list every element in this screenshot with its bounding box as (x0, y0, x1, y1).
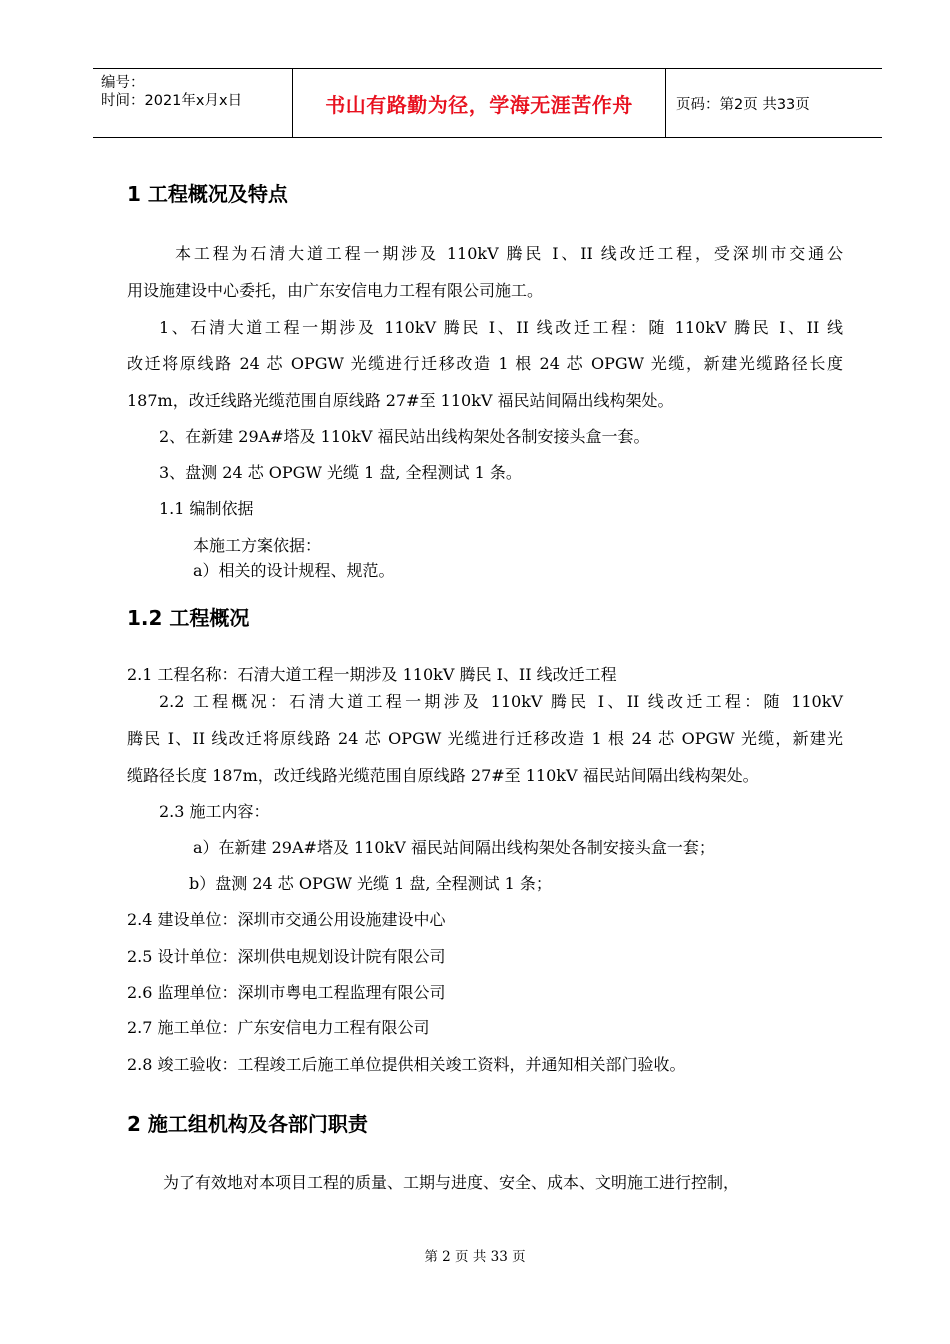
paragraph-4: 3、盘测 24 芯 OPGW 光缆 1 盘, 全程测试 1 条。 (159, 463, 522, 482)
paragraph-2-line-2: 改迁将原线路 24 芯 OPGW 光缆进行迁移改造 1 根 24 芯 OPGW 光缆，新建光缆路径长度 (127, 354, 843, 373)
header-info-cell (93, 69, 293, 137)
item-2-3-a: a）在新建 29A#塔及 110kV 福民站间隔出线构架处各制安接头盒一套； (193, 838, 715, 857)
item-2-3: 2.3 施工内容： (159, 802, 270, 821)
section-2-title: 2 施工组机构及各部门职责 (127, 1112, 368, 1136)
header-page-cell (666, 69, 882, 137)
section-1-title: 1 工程概况及特点 (127, 182, 288, 206)
section-1-2-title: 1.2 工程概况 (127, 606, 250, 630)
serial-label: 编号： (101, 75, 145, 91)
item-2-4: 2.4 建设单位：深圳市交通公用设施建设中心 (127, 910, 446, 929)
item-2-7: 2.7 施工单位：广东安信电力工程有限公司 (127, 1018, 430, 1037)
paragraph-2-line-1: 1、石清大道工程一期涉及 110kV 腾民 I、II 线改迁工程：随 110kV 腾民 I、II 线 (159, 318, 843, 337)
item-2-6: 2.6 监理单位：深圳市粤电工程监理有限公司 (127, 983, 446, 1002)
item-2-1: 2.1 工程名称：石清大道工程一期涉及 110kV 腾民 I、II 线改迁工程 (127, 665, 617, 684)
item-2-5: 2.5 设计单位：深圳供电规划设计院有限公司 (127, 947, 446, 966)
item-2-8: 2.8 竣工验收：工程竣工后施工单位提供相关竣工资料，并通知相关部门验收。 (127, 1055, 686, 1074)
paragraph-1-line-1: 本工程为石清大道工程一期涉及 110kV 腾民 I、II 线改迁工程，受深圳市交通公 (175, 244, 843, 263)
paragraph-5-line-1: 为了有效地对本项目工程的质量、工期与进度、安全、成本、文明施工进行控制， (163, 1173, 740, 1192)
item-2-2-line-2: 腾民 I、II 线改迁将原线路 24 芯 OPGW 光缆进行迁移改造 1 根 24 芯 OPGW 光缆，新建光 (127, 729, 843, 748)
paragraph-1-line-2: 用设施建设中心委托，由广东安信电力工程有限公司施工。 (127, 281, 544, 300)
item-2-2-line-3: 缆路径长度 187m，改迁线路光缆范围自原线路 27#至 110kV 福民站间隔出线构架处。 (127, 766, 759, 785)
page-number-label: 页码：第2页 共33页 (676, 97, 810, 113)
page-footer: 第 2 页 共 33 页 (424, 1249, 526, 1265)
item-2-3-b: b）盘测 24 芯 OPGW 光缆 1 盘, 全程测试 1 条； (189, 874, 552, 893)
basis-item-a: a）相关的设计规程、规范。 (193, 561, 395, 580)
item-2-2-line-1: 2.2 工程概况：石清大道工程一期涉及 110kV 腾民 I、II 线改迁工程：随 110kV (159, 692, 843, 711)
time-label: 时间：2021年x月x日 (101, 93, 243, 109)
basis-text: 本施工方案依据： (193, 536, 322, 555)
header-motto-cell (293, 69, 666, 137)
subsection-1-1: 1.1 编制依据 (159, 499, 254, 518)
paragraph-3: 2、在新建 29A#塔及 110kV 福民站出线构架处各制安接头盒一套。 (159, 427, 650, 446)
page-header (93, 68, 882, 138)
motto: 书山有路勤为径，学海无涯苦作舟 (325, 93, 633, 117)
paragraph-2-line-3: 187m，改迁线路光缆范围自原线路 27#至 110kV 福民站间隔出线构架处。 (127, 391, 674, 410)
